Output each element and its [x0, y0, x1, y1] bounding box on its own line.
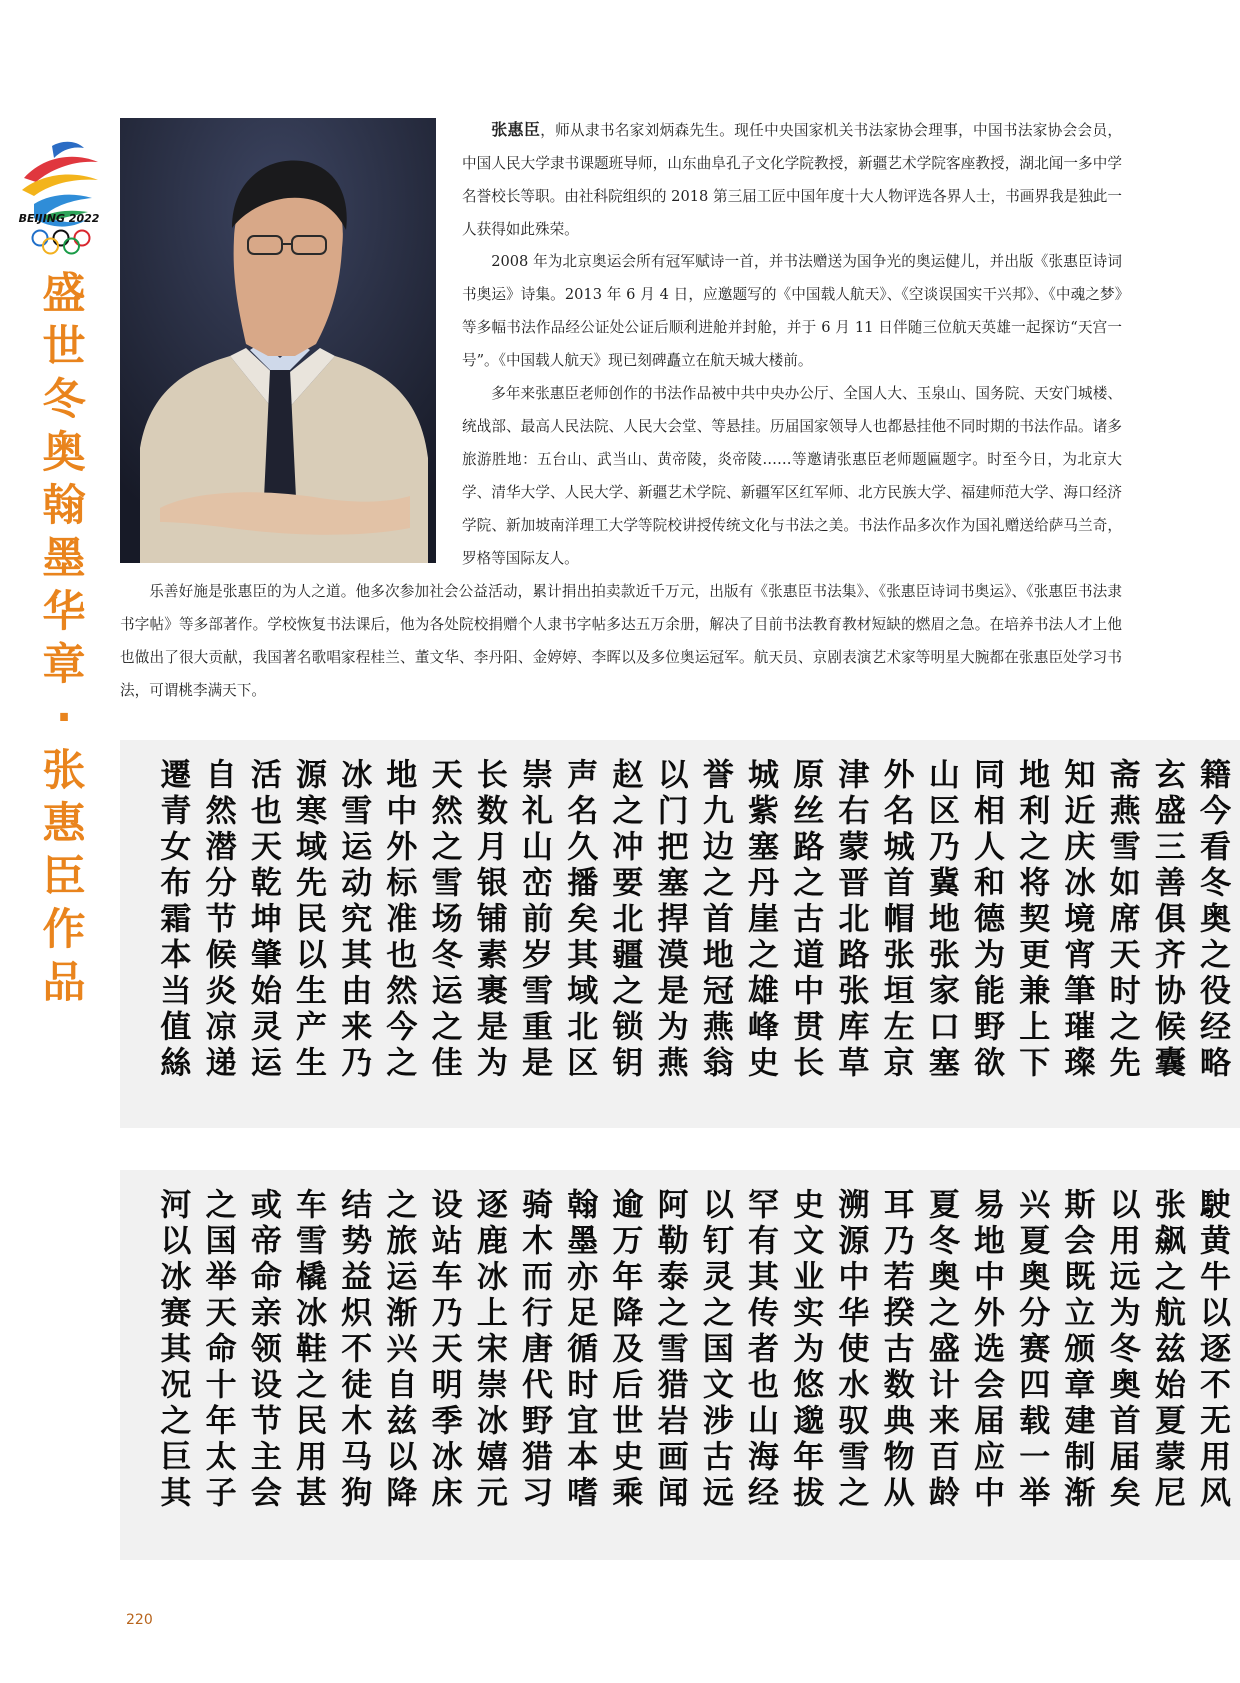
- calligraphy-panel-2: [120, 1170, 1240, 1560]
- calligraphy-column: 或帝命亲领设节主会: [244, 1188, 281, 1512]
- calligraphy-column: 外名城首帽张垣左京: [877, 758, 914, 1082]
- calligraphy-column: 城紫塞丹崖之雄峰史: [742, 758, 778, 1082]
- calligraphy-column: 翰墨亦足循时宜本嗜: [561, 1188, 598, 1512]
- calligraphy-columns-1: [120, 740, 1240, 1128]
- logo-text: BEIJING 2022: [18, 212, 100, 225]
- calligraphy-column: 以门把塞捍漠是为燕: [651, 758, 688, 1082]
- page-number: 220: [126, 1612, 153, 1628]
- calligraphy-column: 遷青女布霜本当值絲: [154, 758, 191, 1082]
- bio-paragraph-2: 2008 年为北京奥运会所有冠军赋诗一首，并书法赠送为国争光的奥运健儿，并出版《张惠臣诗词书奥运》诗集。2013 年 6 月 4 日，应邀题写的《中国载人航天》、《空谈误国实干兴邦》、《中魂之梦》等多幅书法作品经公证处公证后顺利进舱并封舱，并于 6 月 11 日伴随三位航天英雄一起探访“天宫一号”。《中国载人航天》现已刻碑矗立在航天城大楼前。: [462, 253, 1122, 369]
- calligraphy-column: 源寒域先民以生产生: [290, 758, 326, 1082]
- bio-paragraph-1: [462, 113, 1122, 246]
- calligraphy-column: 张飙之航兹始夏蒙尼: [1148, 1188, 1185, 1512]
- author-name: 张惠臣: [491, 120, 541, 139]
- calligraphy-column: 兴夏奥分赛四载一举: [1013, 1188, 1050, 1512]
- calligraphy-column: 声名久播矣其域北区: [561, 758, 598, 1082]
- calligraphy-column: 活也天乾坤肇始灵运: [244, 758, 281, 1082]
- calligraphy-column: 长数月银铺素裹是为: [470, 758, 507, 1082]
- calligraphy-column: 斯会既立颁章建制渐: [1058, 1188, 1095, 1512]
- calligraphy-column: 籍今看冬奥之役经略: [1194, 758, 1230, 1082]
- calligraphy-column: 冰雪运动究其由来乃: [335, 758, 372, 1082]
- calligraphy-column: 以钉灵之国文涉古远: [696, 1188, 733, 1512]
- calligraphy-panel-1: [120, 740, 1240, 1128]
- calligraphy-column: 罕有其传者也山海经: [742, 1188, 778, 1512]
- calligraphy-column: 原丝路之古道中贯长: [787, 758, 824, 1082]
- calligraphy-column: 斋燕雪如席天时之先: [1103, 758, 1140, 1082]
- portrait-photo: [120, 118, 436, 563]
- calligraphy-column: 津右蒙晋北路张库草: [832, 758, 869, 1082]
- calligraphy-column: 设站车乃天明季冰床: [425, 1188, 462, 1512]
- calligraphy-column: 阿勒泰之雪猎岩画闻: [651, 1188, 688, 1512]
- calligraphy-column: 天然之雪场冬运之佳: [425, 758, 462, 1082]
- calligraphy-column: 知近庆冰境宵筆璀璨: [1058, 758, 1095, 1082]
- bio-paragraph-1-text: ，师从隶书名家刘炳森先生。现任中央国家机关书法家协会理事，中国书法家协会会员，中国人民大学隶书课题班导师，山东曲阜孔子文化学院教授，新疆艺术学院客座教授，湖北闻一多中学名誉校长等职。由社科院组织的 2018 第三届工匠中国年度十大人物评选各界人士，书画界我是独此一人获得如此殊荣。: [462, 122, 1122, 238]
- calligraphy-column: 以用远为冬奥首届矣: [1103, 1188, 1140, 1512]
- calligraphy-column: 溯源中华使水驭雪之: [832, 1188, 869, 1512]
- calligraphy-column: 逾万年降及后世史乘: [606, 1188, 643, 1512]
- calligraphy-column: 駛黄牛以逐不无用风: [1194, 1188, 1230, 1512]
- olympic-rings-icon: [30, 228, 92, 258]
- bio-paragraph-4: 乐善好施是张惠臣的为人之道。他多次参加社会公益活动，累计捐出拍卖款近千万元，出版有《张惠臣书法集》、《张惠臣诗词书奥运》、《张惠臣书法隶书字帖》等多部著作。学校恢复书法课后，他为各处院校捐赠个人隶书字帖多达五万余册，解决了目前书法教育教材短缺的燃眉之急。在培养书法人才上他也做出了很大贡献，我国著名歌唱家程桂兰、董文华、李丹阳、金婷婷、李晖以及多位奥运冠军。航天员、京剧表演艺术家等明星大腕都在张惠臣处学习书法，可谓桃李满天下。: [120, 583, 1122, 699]
- calligraphy-column: 河以冰赛其况之巨其: [154, 1188, 191, 1512]
- calligraphy-column: 之旅运渐兴自兹以降: [380, 1188, 417, 1512]
- calligraphy-column: 骑木而行唐代野猎习: [516, 1188, 552, 1512]
- calligraphy-column: 逐鹿冰上宋崇冰嬉元: [470, 1188, 507, 1512]
- calligraphy-column: 地利之将契更兼上下: [1013, 758, 1050, 1082]
- calligraphy-column: 耳乃若揆古数典物从: [877, 1188, 914, 1512]
- calligraphy-column: 自然潜分节候炎凉递: [199, 758, 236, 1082]
- calligraphy-column: 赵之冲要北疆之锁钥: [606, 758, 643, 1082]
- side-title: 盛世冬奥翰墨华章·张惠臣作品: [42, 269, 86, 1008]
- calligraphy-column: 之国举天命十年太子: [199, 1188, 236, 1512]
- calligraphy-column: 易地中外选会届应中: [968, 1188, 1004, 1512]
- bio-paragraph-3: 多年来张惠臣老师创作的书法作品被中共中央办公厅、全国人大、玉泉山、国务院、天安门城楼、统战部、最高人民法院、人民大会堂、等悬挂。历届国家领导人也都悬挂他不同时期的书法作品。诸多旅游胜地：五台山、武当山、黄帝陵，炎帝陵……等邀请张惠臣老师题匾题字。时至今日，为北京大学、清华大学、人民大学、新疆艺术学院、新疆军区红军师、北方民族大学、福建师范大学、海口经济学院、新加坡南洋理工大学等院校讲授传统文化与书法之美。书法作品多次作为国礼赠送给萨马兰奇，罗格等国际友人。: [462, 385, 1122, 567]
- calligraphy-column: 山区乃冀地张家口塞: [922, 758, 959, 1082]
- calligraphy-column: 同相人和德为能野欲: [968, 758, 1004, 1082]
- calligraphy-column: 崇礼山峦前岁雪重是: [516, 758, 552, 1082]
- calligraphy-columns-2: [120, 1170, 1240, 1560]
- calligraphy-column: 车雪橇冰鞋之民用甚: [290, 1188, 326, 1512]
- calligraphy-column: 夏冬奥之盛计来百龄: [922, 1188, 959, 1512]
- calligraphy-column: 玄盛三善俱齐协候囊: [1148, 758, 1185, 1082]
- portrait-illustration: [120, 118, 436, 563]
- calligraphy-column: 结势益炽不徒木马狗: [335, 1188, 372, 1512]
- calligraphy-column: 地中外标准也然今之: [380, 758, 417, 1082]
- calligraphy-column: 史文业实为悠邈年拔: [787, 1188, 824, 1512]
- calligraphy-column: 誉九边之首地冠燕翁: [696, 758, 733, 1082]
